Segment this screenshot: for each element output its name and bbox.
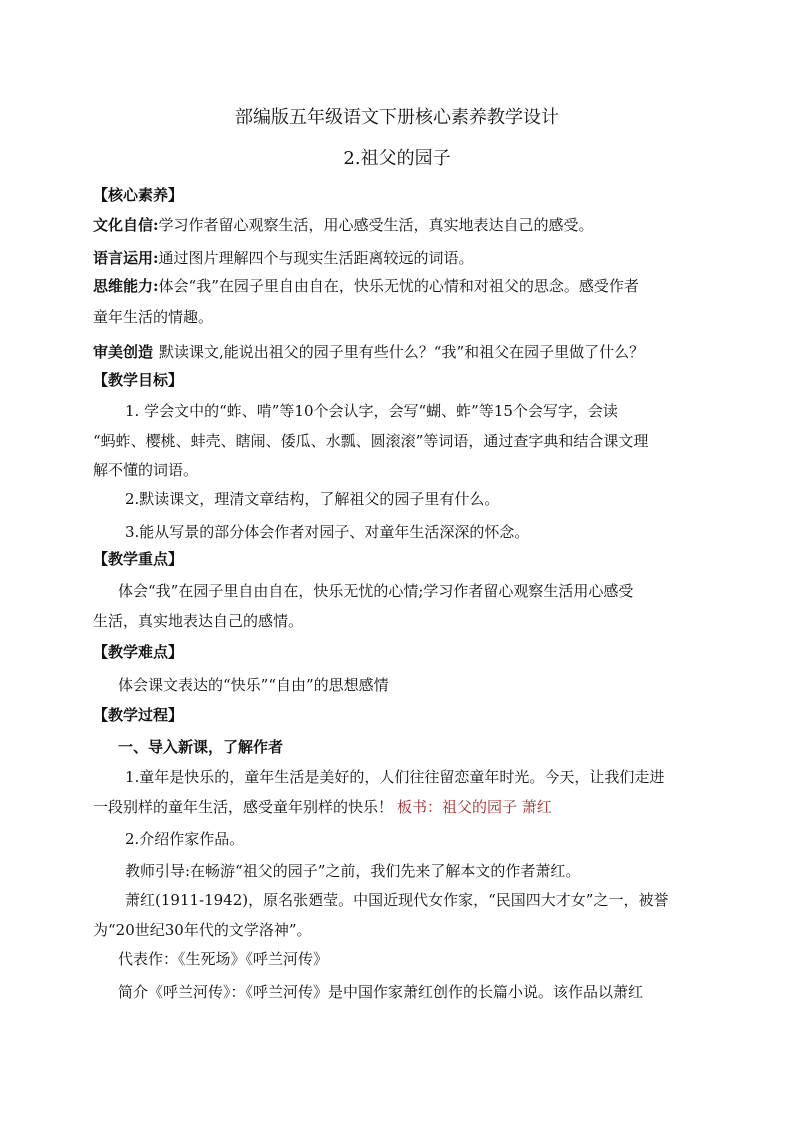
section-heading-difficulty: 【教学难点】 <box>93 643 184 661</box>
goal-1-line-2: “蚂蚱、樱桃、蚌壳、瞎闹、倭瓜、水瓢、圆滚滚”等词语，通过查字典和结合课文理 <box>93 432 649 450</box>
section-heading-process: 【教学过程】 <box>93 706 184 724</box>
label-culture: 文化自信: <box>93 216 159 234</box>
text-thinking-2: 童年生活的情趣。 <box>93 308 214 326</box>
section-heading-goals: 【教学目标】 <box>93 371 184 389</box>
label-aesthetic: 审美创造 <box>93 343 154 361</box>
process-1-line-1: 1.童年是快乐的，童年生活是美好的，人们往往留恋童年时光。今天，让我们走进 <box>125 768 665 786</box>
process-2: 2.介绍作家作品。 <box>125 830 245 848</box>
difficulty-line-1: 体会课文表达的“快乐”“自由”的思想感情 <box>118 676 389 694</box>
process-intro: 简介《呼兰河传》：《呼兰河传》是中国作家萧红创作的长篇小说。该作品以萧红 <box>118 983 644 1001</box>
text-aesthetic: 默读课文,能说出祖父的园子里有些什么？“我”和祖父在园子里做了什么？ <box>159 343 645 361</box>
paragraph-culture <box>93 214 703 236</box>
process-1-line-2 <box>93 796 703 818</box>
paragraph-aesthetic <box>93 341 703 363</box>
paragraph-language <box>93 247 703 269</box>
text-thinking-1: 体会“我”在园子里自由自在，快乐无忧的心情和对祖父的思念。感受作者 <box>158 277 639 295</box>
label-thinking: 思维能力: <box>93 277 159 295</box>
process-guide: 教师引导:在畅游“祖父的园子”之前，我们先来了解本文的作者萧红。 <box>125 862 581 880</box>
goal-3: 3.能从写景的部分体会作者对园子、对童年生活深深的怀念。 <box>125 523 530 541</box>
document-title: 部编版五年级语文下册核心素养教学设计 <box>235 107 559 128</box>
process-works: 代表作：《生死场》《呼兰河传》 <box>118 950 329 968</box>
key-line-2: 生活，真实地表达自己的感情。 <box>93 612 304 630</box>
process-heading-1: 一、导入新课，了解作者 <box>118 738 284 756</box>
text-language: 通过图片理解四个与现实生活距离较远的词语。 <box>158 249 474 267</box>
lesson-title: 2.祖父的园子 <box>343 148 451 169</box>
label-language: 语言运用: <box>93 249 159 267</box>
section-heading-key: 【教学重点】 <box>93 550 184 568</box>
paragraph-thinking <box>93 275 703 297</box>
goal-1-line-1: 1. 学会文中的“蚱、啃”等10个会认字，会写“蝴、蚱”等15个会写字，会读 <box>125 402 618 420</box>
blackboard-note: 板书：祖父的园子 萧红 <box>397 798 552 816</box>
process-bio-line-2: 为“20世纪30年代的文学洛神”。 <box>93 921 312 939</box>
goal-2: 2.默读课文，理清文章结构，了解祖父的园子里有什么。 <box>125 490 500 508</box>
section-heading-core: 【核心素养】 <box>93 186 184 204</box>
process-1-text: 一段别样的童年生活，感受童年别样的快乐！ <box>93 798 394 816</box>
goal-1-line-3: 解不懂的词语。 <box>93 461 199 479</box>
process-bio-line-1: 萧红(1911-1942)，原名张廼莹。中国近现代女作家，“民国四大才女”之一，被誉 <box>125 891 669 909</box>
text-culture: 学习作者留心观察生活，用心感受生活，真实地表达自己的感受。 <box>158 216 594 234</box>
key-line-1: 体会“我”在园子里自由自在，快乐无忧的心情;学习作者留心观察生活用心感受 <box>118 582 634 600</box>
